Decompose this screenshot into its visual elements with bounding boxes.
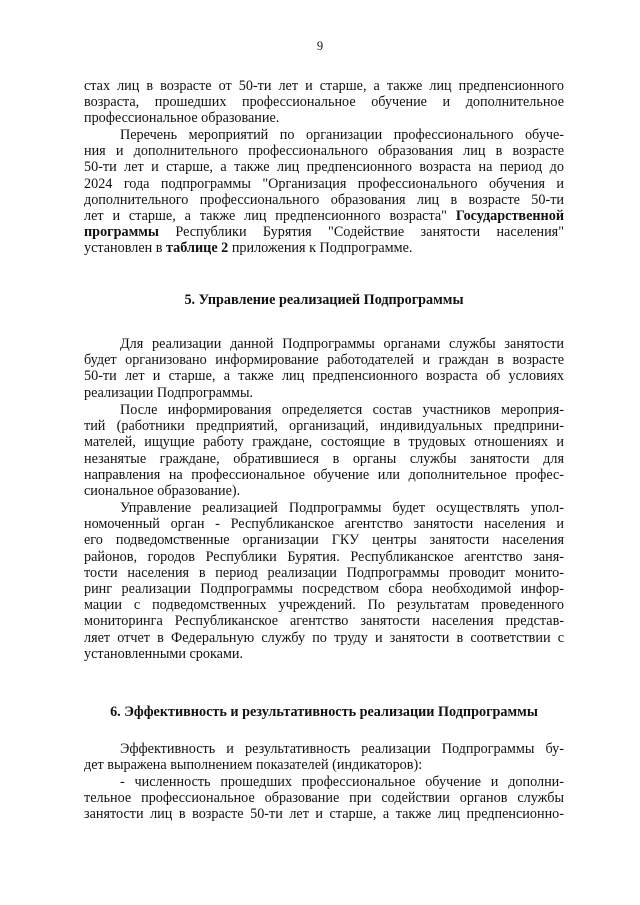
text-line <box>84 224 564 240</box>
text-line: занятости лиц в возрасте 50-ти лет и старше, а также лиц предпенсионно- <box>84 806 564 823</box>
text-line: будет организовано информирование работодателей и граждан в возрасте <box>84 352 564 369</box>
text-line: мации с подведомственных учреждений. По результатам проведенного <box>84 597 564 614</box>
text-line: - численность прошедших профессиональное обучение и дополни- <box>120 774 564 790</box>
text-line: районов, городов Республики Бурятия. Республиканское агентство заня- <box>84 548 564 565</box>
text-line <box>84 240 564 256</box>
text-line: Управление реализацией Подпрограммы будет осуществлять упол- <box>120 500 564 516</box>
bold-text: таблице 2 <box>166 240 229 257</box>
text-line: Перечень мероприятий по организации профессионального обуче- <box>120 127 564 143</box>
text-run: Республики Бурятия "Содействие занятости населения" <box>175 224 564 241</box>
section-heading-5: 5. Управление реализацией Подпрограммы <box>184 292 464 308</box>
text-line: После информирования определяется состав участников мероприя- <box>120 402 564 418</box>
text-line: ния и дополнительного профессионального образования лиц в возрасте <box>84 143 564 160</box>
text-line: дополнительного профессионального образования лиц в возрасте 50-ти <box>84 191 564 208</box>
section-heading-6: 6. Эффективность и результативность реализации Подпрограммы <box>110 704 538 720</box>
text-line: дет выражена выполнением показателей (индикаторов): <box>84 757 423 774</box>
text-line: его подведомственные организации ГКУ центры занятости населения <box>84 532 564 549</box>
text-line: Для реализации данной Подпрограммы органами службы занятости <box>120 336 564 352</box>
text-line: 2024 года подпрограммы "Организация профессионального обучения и <box>84 175 564 192</box>
text-line: профессиональное образование. <box>84 110 280 127</box>
text-line: незанятые граждане, обратившиеся в органы службы занятости для <box>84 450 564 467</box>
bold-text: программы <box>84 224 159 241</box>
paragraph-effectiveness <box>84 741 564 773</box>
text-line: возраста, прошедших профессиональное обучение и дополнительное <box>84 94 564 111</box>
text-run: лет и старше, а также лиц предпенсионного возраста" <box>84 207 447 224</box>
paragraph-indicator-item <box>84 774 564 823</box>
text-line: Эффективность и результативность реализации Подпрограммы бу- <box>120 741 564 757</box>
paragraph-events-list <box>84 127 564 257</box>
text-line: направления на профессиональное обучение или дополнительное профес- <box>84 466 564 483</box>
page-number: 9 <box>316 39 324 53</box>
text-line: тельное профессиональное образование при содействии органов службы <box>84 790 564 807</box>
text-line: сиональное образование). <box>84 482 241 499</box>
text-line: реализации Подпрограммы. <box>84 384 254 401</box>
text-line: мателей, ищущие работу граждане, состоящие в трудовых отношениях и <box>84 434 564 451</box>
paragraph-participants <box>84 402 564 499</box>
text-line: ляет отчет в Федеральную службу по труду и занятости в соответствии с <box>84 629 564 646</box>
text-line: 50-ти лет и старше, а также лиц предпенсионного возраста на период до <box>84 159 564 176</box>
text-run: приложения к Подпрограмме. <box>231 240 413 257</box>
text-line: тости населения в период реализации Подпрограммы проводит монито- <box>84 564 564 581</box>
text-line: номоченный орган - Республиканское агентство занятости населения и <box>84 516 564 533</box>
paragraph-informing <box>84 336 564 401</box>
text-line: 50-ти лет и старше, а также лиц предпенсионного возраста об условиях <box>84 368 564 385</box>
bold-text: Государственной <box>455 207 564 224</box>
text-line: стах лиц в возрасте от 50-ти лет и старше, а также лиц предпенсионного <box>84 78 564 94</box>
text-line: мониторинга Республиканское агентство занятости населения представ- <box>84 613 564 630</box>
text-line: установленными сроками. <box>84 645 244 662</box>
text-line: ринг реализации Подпрограммы посредством сбора необходимой инфор- <box>84 580 564 597</box>
text-line <box>84 208 564 224</box>
paragraph-continuation <box>84 78 564 127</box>
text-line: тий (работники предприятий, организаций, индивидуальных предприни- <box>84 418 564 435</box>
text-run: установлен в <box>84 240 163 257</box>
paragraph-management <box>84 500 564 662</box>
